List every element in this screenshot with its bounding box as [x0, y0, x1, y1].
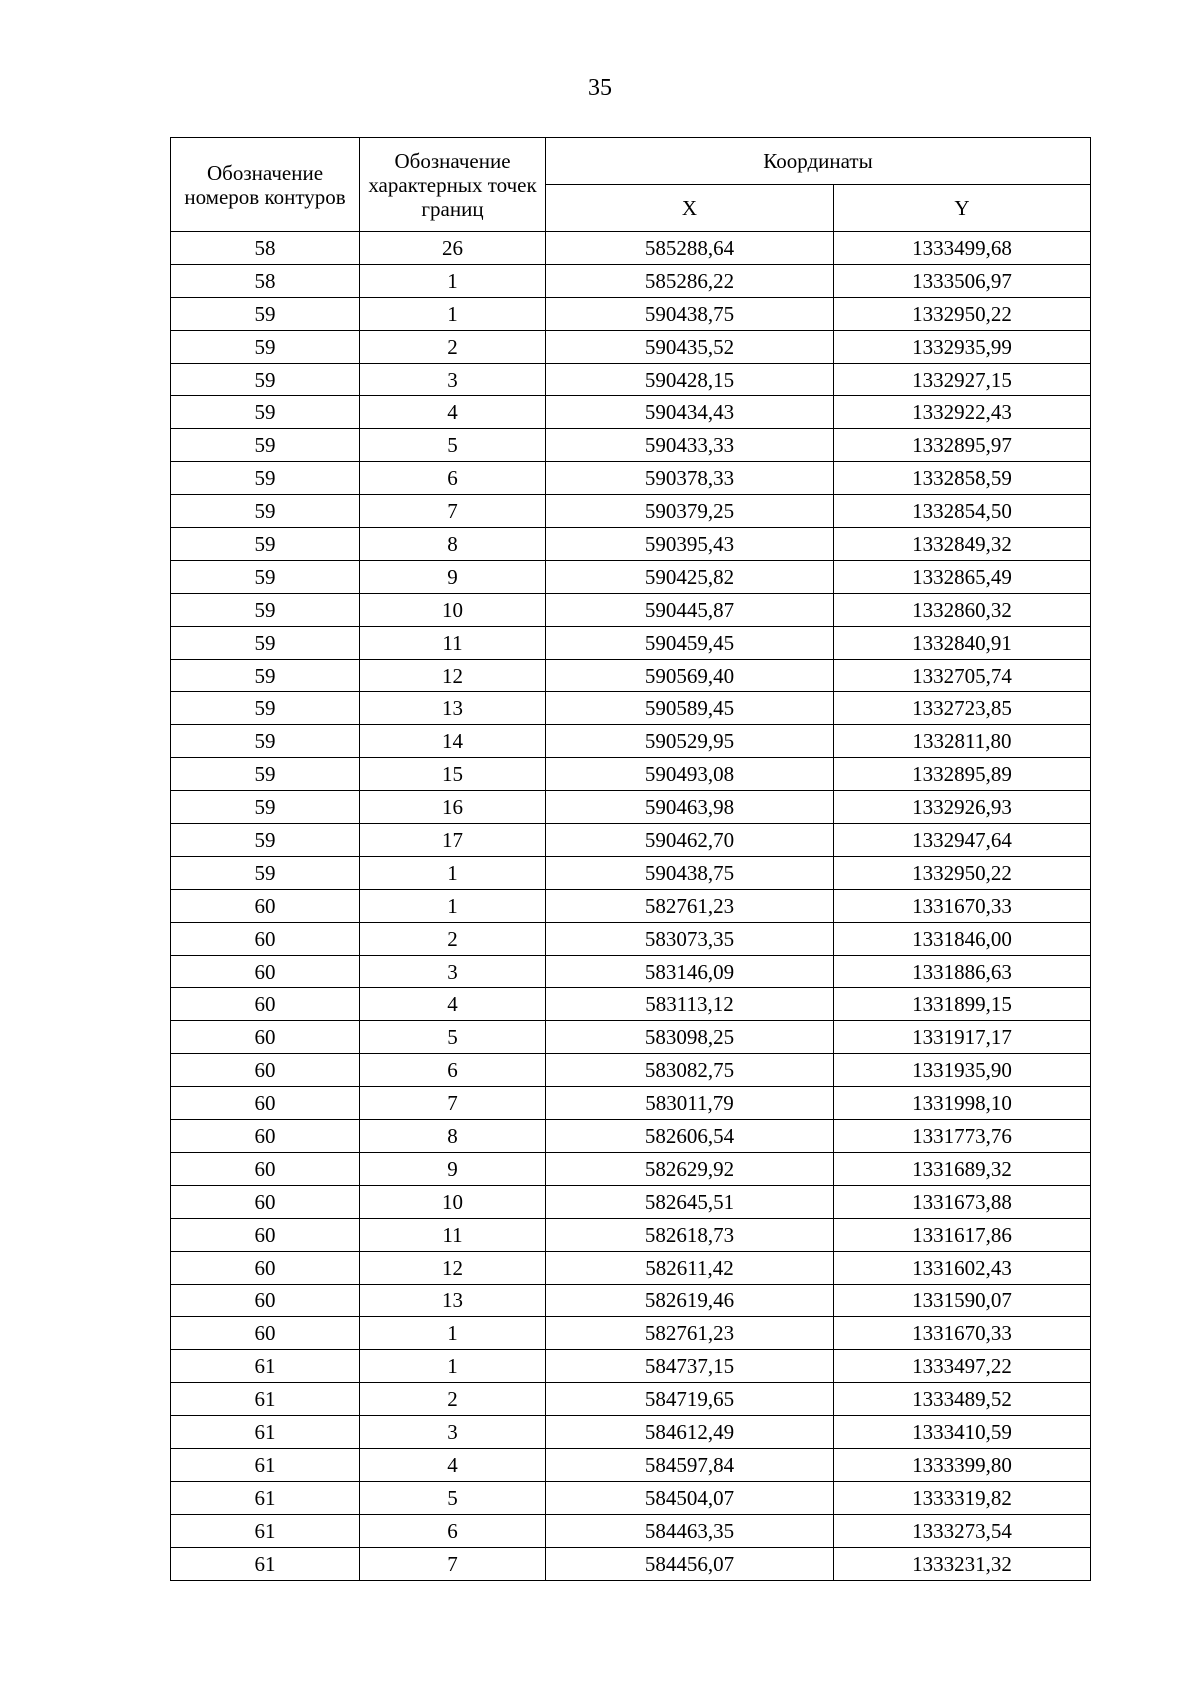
point-number-cell: 13 — [360, 692, 546, 725]
x-coordinate-cell: 590569,40 — [546, 659, 834, 692]
point-number-cell: 4 — [360, 1448, 546, 1481]
contour-number-cell: 59 — [171, 363, 360, 396]
y-coordinate-cell: 1332840,91 — [834, 626, 1091, 659]
contour-number-cell: 59 — [171, 626, 360, 659]
y-coordinate-cell: 1332947,64 — [834, 824, 1091, 857]
y-coordinate-cell: 1331670,33 — [834, 889, 1091, 922]
table-row — [171, 1120, 1091, 1153]
x-coordinate-cell: 582645,51 — [546, 1185, 834, 1218]
x-coordinate-cell: 582629,92 — [546, 1152, 834, 1185]
y-coordinate-cell: 1331590,07 — [834, 1284, 1091, 1317]
contour-number-cell: 60 — [171, 1218, 360, 1251]
y-coordinate-cell: 1332811,80 — [834, 725, 1091, 758]
y-coordinate-cell: 1332849,32 — [834, 528, 1091, 561]
y-coordinate-cell: 1332922,43 — [834, 396, 1091, 429]
contour-number-cell: 59 — [171, 791, 360, 824]
contour-number-cell: 59 — [171, 429, 360, 462]
point-number-cell: 3 — [360, 955, 546, 988]
y-coordinate-cell: 1332854,50 — [834, 495, 1091, 528]
table-body — [171, 232, 1091, 1581]
table-row — [171, 955, 1091, 988]
point-number-cell: 11 — [360, 1218, 546, 1251]
y-coordinate-cell: 1332860,32 — [834, 593, 1091, 626]
point-number-cell: 11 — [360, 626, 546, 659]
y-coordinate-cell: 1332895,97 — [834, 429, 1091, 462]
y-coordinate-cell: 1332895,89 — [834, 758, 1091, 791]
y-coordinate-cell: 1332865,49 — [834, 560, 1091, 593]
table-row — [171, 1251, 1091, 1284]
contour-number-cell: 61 — [171, 1481, 360, 1514]
point-number-cell: 1 — [360, 1317, 546, 1350]
table-row — [171, 264, 1091, 297]
contour-number-cell: 58 — [171, 264, 360, 297]
table-row — [171, 1054, 1091, 1087]
point-number-cell: 6 — [360, 1514, 546, 1547]
point-number-cell: 5 — [360, 429, 546, 462]
contour-number-cell: 58 — [171, 232, 360, 265]
x-coordinate-cell: 585286,22 — [546, 264, 834, 297]
y-coordinate-cell: 1331773,76 — [834, 1120, 1091, 1153]
x-coordinate-cell: 590438,75 — [546, 297, 834, 330]
table-row — [171, 495, 1091, 528]
x-coordinate-cell: 583113,12 — [546, 988, 834, 1021]
point-number-cell: 12 — [360, 659, 546, 692]
x-coordinate-cell: 583098,25 — [546, 1021, 834, 1054]
header-contour-number: Обозначение номеров контуров — [171, 138, 360, 232]
point-number-cell: 5 — [360, 1481, 546, 1514]
x-coordinate-cell: 590425,82 — [546, 560, 834, 593]
x-coordinate-cell: 584456,07 — [546, 1547, 834, 1580]
x-coordinate-cell: 590493,08 — [546, 758, 834, 791]
point-number-cell: 2 — [360, 922, 546, 955]
table-row — [171, 824, 1091, 857]
y-coordinate-cell: 1331886,63 — [834, 955, 1091, 988]
y-coordinate-cell: 1332705,74 — [834, 659, 1091, 692]
table-row — [171, 1481, 1091, 1514]
x-coordinate-cell: 585288,64 — [546, 232, 834, 265]
point-number-cell: 8 — [360, 528, 546, 561]
point-number-cell: 1 — [360, 856, 546, 889]
contour-number-cell: 59 — [171, 593, 360, 626]
point-number-cell: 10 — [360, 1185, 546, 1218]
y-coordinate-cell: 1331602,43 — [834, 1251, 1091, 1284]
x-coordinate-cell: 584719,65 — [546, 1383, 834, 1416]
table-row — [171, 1152, 1091, 1185]
table-row — [171, 988, 1091, 1021]
table-row — [171, 791, 1091, 824]
y-coordinate-cell: 1333499,68 — [834, 232, 1091, 265]
contour-number-cell: 59 — [171, 297, 360, 330]
table-row — [171, 462, 1091, 495]
page-number: 35 — [588, 75, 612, 101]
point-number-cell: 4 — [360, 988, 546, 1021]
point-number-cell: 14 — [360, 725, 546, 758]
contour-number-cell: 61 — [171, 1416, 360, 1449]
contour-number-cell: 60 — [171, 988, 360, 1021]
point-number-cell: 2 — [360, 330, 546, 363]
table-row — [171, 1416, 1091, 1449]
y-coordinate-cell: 1331998,10 — [834, 1087, 1091, 1120]
point-number-cell: 16 — [360, 791, 546, 824]
contour-number-cell: 59 — [171, 659, 360, 692]
contour-number-cell: 59 — [171, 560, 360, 593]
table-row — [171, 1350, 1091, 1383]
point-number-cell: 7 — [360, 1087, 546, 1120]
table-row — [171, 1514, 1091, 1547]
point-number-cell: 4 — [360, 396, 546, 429]
table-row — [171, 856, 1091, 889]
x-coordinate-cell: 590463,98 — [546, 791, 834, 824]
point-number-cell: 9 — [360, 1152, 546, 1185]
point-number-cell: 8 — [360, 1120, 546, 1153]
y-coordinate-cell: 1333273,54 — [834, 1514, 1091, 1547]
point-number-cell: 17 — [360, 824, 546, 857]
table-row — [171, 1547, 1091, 1580]
point-number-cell: 6 — [360, 1054, 546, 1087]
contour-number-cell: 61 — [171, 1514, 360, 1547]
x-coordinate-cell: 590378,33 — [546, 462, 834, 495]
point-number-cell: 1 — [360, 889, 546, 922]
x-coordinate-cell: 590434,43 — [546, 396, 834, 429]
point-number-cell: 7 — [360, 1547, 546, 1580]
y-coordinate-cell: 1332950,22 — [834, 297, 1091, 330]
x-coordinate-cell: 590428,15 — [546, 363, 834, 396]
contour-number-cell: 60 — [171, 1054, 360, 1087]
table-row — [171, 1448, 1091, 1481]
table-row — [171, 725, 1091, 758]
x-coordinate-cell: 584463,35 — [546, 1514, 834, 1547]
table-header — [171, 138, 1091, 232]
x-coordinate-cell: 590459,45 — [546, 626, 834, 659]
y-coordinate-cell: 1331899,15 — [834, 988, 1091, 1021]
table-row — [171, 1185, 1091, 1218]
contour-number-cell: 61 — [171, 1547, 360, 1580]
contour-number-cell: 59 — [171, 495, 360, 528]
table-row — [171, 922, 1091, 955]
x-coordinate-cell: 583011,79 — [546, 1087, 834, 1120]
y-coordinate-cell: 1332858,59 — [834, 462, 1091, 495]
point-number-cell: 6 — [360, 462, 546, 495]
y-coordinate-cell: 1331617,86 — [834, 1218, 1091, 1251]
y-coordinate-cell: 1333399,80 — [834, 1448, 1091, 1481]
y-coordinate-cell: 1333489,52 — [834, 1383, 1091, 1416]
header-boundary-point: Обозначение характерных точек границ — [360, 138, 546, 232]
x-coordinate-cell: 583082,75 — [546, 1054, 834, 1087]
point-number-cell: 3 — [360, 1416, 546, 1449]
x-coordinate-cell: 584612,49 — [546, 1416, 834, 1449]
x-coordinate-cell: 590438,75 — [546, 856, 834, 889]
table-row — [171, 1218, 1091, 1251]
contour-number-cell: 59 — [171, 528, 360, 561]
x-coordinate-cell: 582618,73 — [546, 1218, 834, 1251]
x-coordinate-cell: 582761,23 — [546, 889, 834, 922]
contour-number-cell: 61 — [171, 1383, 360, 1416]
table-row — [171, 1317, 1091, 1350]
x-coordinate-cell: 582606,54 — [546, 1120, 834, 1153]
x-coordinate-cell: 590445,87 — [546, 593, 834, 626]
x-coordinate-cell: 584597,84 — [546, 1448, 834, 1481]
x-coordinate-cell: 584737,15 — [546, 1350, 834, 1383]
point-number-cell: 1 — [360, 264, 546, 297]
point-number-cell: 3 — [360, 363, 546, 396]
y-coordinate-cell: 1333497,22 — [834, 1350, 1091, 1383]
table-row — [171, 330, 1091, 363]
y-coordinate-cell: 1331917,17 — [834, 1021, 1091, 1054]
x-coordinate-cell: 582611,42 — [546, 1251, 834, 1284]
contour-number-cell: 59 — [171, 692, 360, 725]
contour-number-cell: 61 — [171, 1448, 360, 1481]
contour-number-cell: 59 — [171, 856, 360, 889]
y-coordinate-cell: 1331689,32 — [834, 1152, 1091, 1185]
contour-number-cell: 60 — [171, 1185, 360, 1218]
contour-number-cell: 59 — [171, 462, 360, 495]
point-number-cell: 15 — [360, 758, 546, 791]
point-number-cell: 9 — [360, 560, 546, 593]
contour-number-cell: 60 — [171, 922, 360, 955]
table-row — [171, 232, 1091, 265]
y-coordinate-cell: 1332935,99 — [834, 330, 1091, 363]
contour-number-cell: 60 — [171, 1284, 360, 1317]
x-coordinate-cell: 590589,45 — [546, 692, 834, 725]
point-number-cell: 10 — [360, 593, 546, 626]
point-number-cell: 1 — [360, 1350, 546, 1383]
header-y: Y — [834, 185, 1091, 232]
x-coordinate-cell: 584504,07 — [546, 1481, 834, 1514]
contour-number-cell: 60 — [171, 889, 360, 922]
y-coordinate-cell: 1333410,59 — [834, 1416, 1091, 1449]
x-coordinate-cell: 590379,25 — [546, 495, 834, 528]
header-coordinates: Координаты — [546, 138, 1091, 185]
table-row — [171, 1087, 1091, 1120]
x-coordinate-cell: 583073,35 — [546, 922, 834, 955]
table-row — [171, 758, 1091, 791]
table-row — [171, 528, 1091, 561]
point-number-cell: 13 — [360, 1284, 546, 1317]
table-row — [171, 297, 1091, 330]
x-coordinate-cell: 590435,52 — [546, 330, 834, 363]
contour-number-cell: 60 — [171, 1317, 360, 1350]
table-row — [171, 626, 1091, 659]
y-coordinate-cell: 1331670,33 — [834, 1317, 1091, 1350]
contour-number-cell: 59 — [171, 330, 360, 363]
contour-number-cell: 60 — [171, 1021, 360, 1054]
x-coordinate-cell: 583146,09 — [546, 955, 834, 988]
x-coordinate-cell: 590462,70 — [546, 824, 834, 857]
point-number-cell: 1 — [360, 297, 546, 330]
contour-number-cell: 59 — [171, 824, 360, 857]
y-coordinate-cell: 1333231,32 — [834, 1547, 1091, 1580]
y-coordinate-cell: 1332723,85 — [834, 692, 1091, 725]
table-row — [171, 429, 1091, 462]
x-coordinate-cell: 582619,46 — [546, 1284, 834, 1317]
y-coordinate-cell: 1332950,22 — [834, 856, 1091, 889]
point-number-cell: 12 — [360, 1251, 546, 1284]
x-coordinate-cell: 590529,95 — [546, 725, 834, 758]
table-row — [171, 1021, 1091, 1054]
y-coordinate-cell: 1333319,82 — [834, 1481, 1091, 1514]
contour-number-cell: 60 — [171, 1251, 360, 1284]
table-row — [171, 1284, 1091, 1317]
point-number-cell: 5 — [360, 1021, 546, 1054]
y-coordinate-cell: 1333506,97 — [834, 264, 1091, 297]
y-coordinate-cell: 1332926,93 — [834, 791, 1091, 824]
contour-number-cell: 60 — [171, 1120, 360, 1153]
header-x: X — [546, 185, 834, 232]
y-coordinate-cell: 1332927,15 — [834, 363, 1091, 396]
point-number-cell: 26 — [360, 232, 546, 265]
contour-number-cell: 60 — [171, 1152, 360, 1185]
table-row — [171, 659, 1091, 692]
contour-number-cell: 61 — [171, 1350, 360, 1383]
y-coordinate-cell: 1331935,90 — [834, 1054, 1091, 1087]
table-row — [171, 889, 1091, 922]
contour-number-cell: 60 — [171, 955, 360, 988]
table-row — [171, 560, 1091, 593]
y-coordinate-cell: 1331846,00 — [834, 922, 1091, 955]
point-number-cell: 7 — [360, 495, 546, 528]
table-row — [171, 1383, 1091, 1416]
x-coordinate-cell: 582761,23 — [546, 1317, 834, 1350]
contour-number-cell: 59 — [171, 396, 360, 429]
x-coordinate-cell: 590395,43 — [546, 528, 834, 561]
table-row — [171, 692, 1091, 725]
table-row — [171, 363, 1091, 396]
contour-number-cell: 59 — [171, 725, 360, 758]
table-row — [171, 396, 1091, 429]
x-coordinate-cell: 590433,33 — [546, 429, 834, 462]
coordinates-table — [170, 137, 1091, 1581]
contour-number-cell: 59 — [171, 758, 360, 791]
y-coordinate-cell: 1331673,88 — [834, 1185, 1091, 1218]
point-number-cell: 2 — [360, 1383, 546, 1416]
table-row — [171, 593, 1091, 626]
contour-number-cell: 60 — [171, 1087, 360, 1120]
